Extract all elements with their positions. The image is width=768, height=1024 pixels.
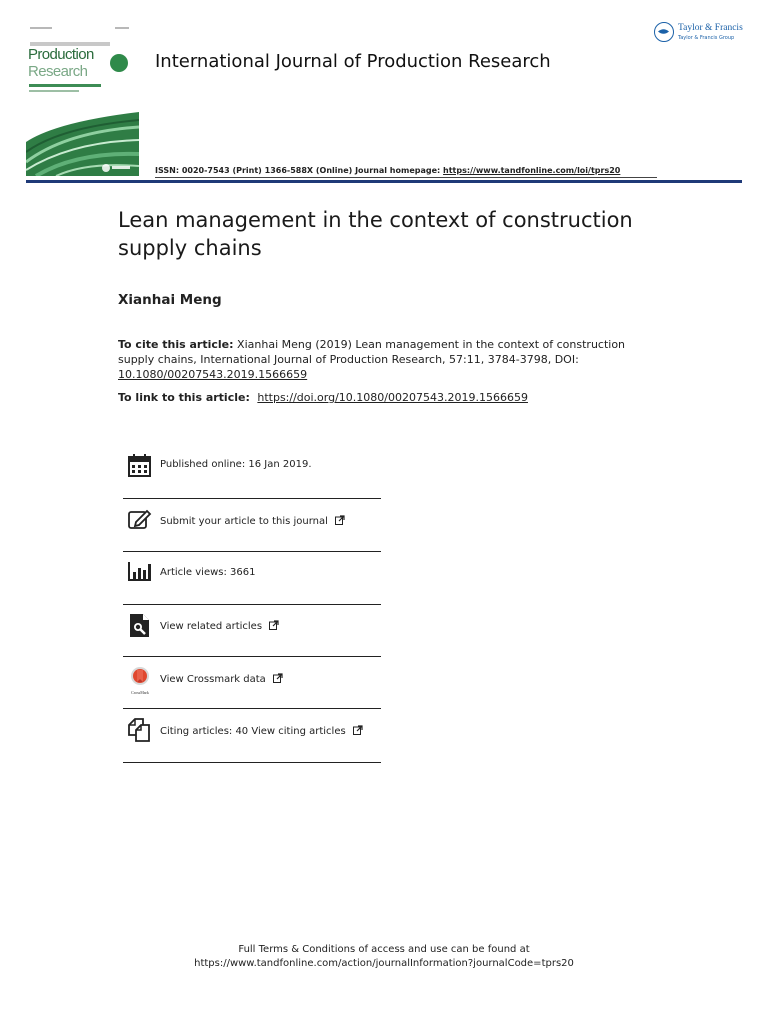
citation-doi-link[interactable]: 10.1080/00207543.2019.1566659 <box>118 368 308 381</box>
terms-url[interactable]: https://www.tandfonline.com/action/journalInformation?journalCode=tprs20 <box>194 958 574 969</box>
related-document-icon <box>127 612 153 638</box>
cover-badge-icon <box>110 54 128 72</box>
divider <box>155 177 657 178</box>
crossmark-icon <box>127 666 153 695</box>
citing-articles-link[interactable] <box>160 725 363 737</box>
article-title: Lean management in the context of construction supply chains <box>118 208 633 260</box>
citation-block <box>118 337 638 382</box>
published-row <box>123 440 381 499</box>
external-link-icon <box>335 515 345 525</box>
publisher-logo[interactable] <box>654 22 746 46</box>
taylor-francis-icon <box>654 22 674 42</box>
external-link-icon <box>269 620 279 630</box>
citing-documents-icon <box>127 717 153 743</box>
crossmark-icon-caption: CrossMark <box>131 690 149 695</box>
external-link-icon <box>273 673 283 683</box>
submit-article-row[interactable] <box>123 499 381 552</box>
publisher-name: Taylor & Francis <box>678 23 743 33</box>
external-link-icon <box>353 725 363 735</box>
issn-text: ISSN: 0020-7543 (Print) 1366-588X (Online) Journal homepage: <box>155 166 441 175</box>
article-link-label: To link to this article: <box>118 391 250 404</box>
article-doi-link[interactable]: https://doi.org/10.1080/00207543.2019.1566659 <box>257 391 528 404</box>
journal-homepage-link[interactable]: https://www.tandfonline.com/loi/tprs20 <box>443 166 621 175</box>
header-rule <box>26 180 742 183</box>
related-articles-row[interactable] <box>123 605 381 657</box>
submit-article-link[interactable] <box>160 515 345 527</box>
submit-article-label: Submit your article to this journal <box>160 516 328 527</box>
edit-icon <box>127 506 153 532</box>
cover-decoration <box>115 27 129 29</box>
article-link-line <box>118 391 528 404</box>
article-views-row <box>123 552 381 605</box>
cover-decoration <box>30 27 52 29</box>
cover-title-line2: Research <box>28 63 88 80</box>
citation-text: Xianhai Meng (2019) Lean management in the context of construction supply chains, International Journal of Production Research, 57:11, 3784-3798, DOI: <box>118 338 626 366</box>
calendar-icon <box>127 452 153 478</box>
article-views-count: Article views: 3661 <box>160 567 256 578</box>
citation-label: To cite this article: <box>118 338 234 351</box>
terms-footer <box>0 943 768 971</box>
citing-articles-row[interactable] <box>123 709 381 763</box>
cover-title-line1: Production <box>28 46 94 63</box>
journal-title: International Journal of Production Research <box>155 51 551 72</box>
journal-cover-image <box>26 24 139 176</box>
published-date: Published online: 16 Jan 2019. <box>160 459 312 470</box>
article-author: Xianhai Meng <box>118 292 222 308</box>
crossmark-link[interactable] <box>160 673 283 685</box>
bar-chart-icon <box>127 558 153 584</box>
crossmark-label: View Crossmark data <box>160 674 266 685</box>
publisher-subtitle: Taylor & Francis Group <box>678 35 735 41</box>
crossmark-row[interactable] <box>123 657 381 709</box>
related-articles-label: View related articles <box>160 621 263 632</box>
related-articles-link[interactable] <box>160 620 279 632</box>
terms-text: Full Terms & Conditions of access and use can be found at <box>238 944 530 955</box>
article-info-list <box>123 440 381 763</box>
citing-articles-label: Citing articles: 40 View citing articles <box>160 726 346 737</box>
issn-line <box>155 166 620 175</box>
cover-artwork <box>26 82 139 176</box>
